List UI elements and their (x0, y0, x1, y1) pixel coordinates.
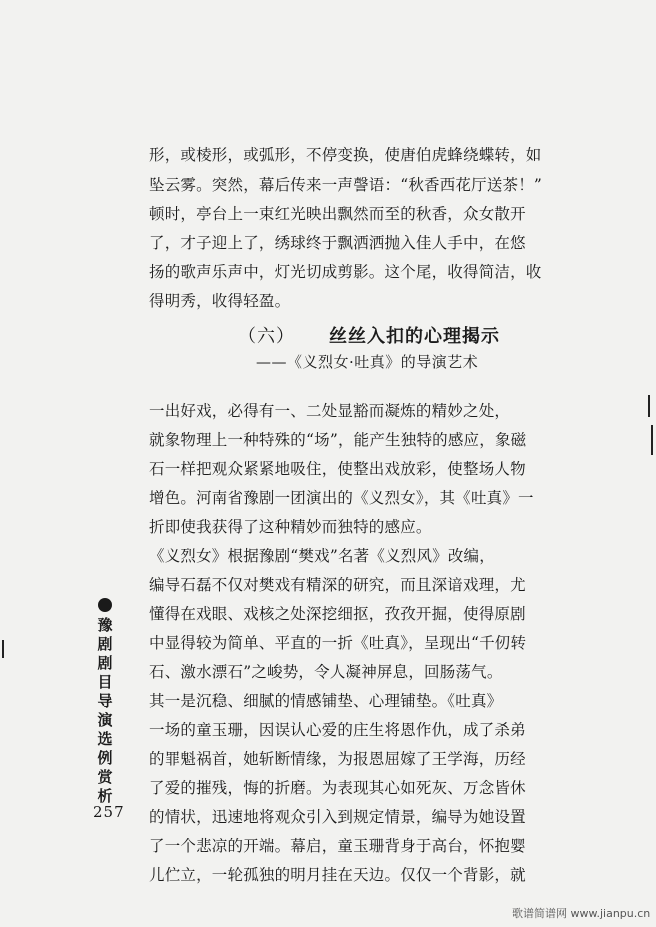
text-line: 形，或棱形，或弧形，不停变换，使唐伯虎蜂绕蝶转，如 (149, 146, 542, 164)
section-heading (238, 322, 500, 348)
page-number: 257 (93, 803, 125, 821)
text-line: 其一是沉稳、细腻的情感铺垫、心理铺垫。《吐真》 (149, 692, 503, 710)
scan-edge-mark (651, 425, 653, 455)
text-line: 了爱的摧残，悔的折磨。为表现其心如死灰、万念皆休 (149, 779, 526, 797)
text-line: 《义烈女》根据豫剧“樊戏”名著《义烈风》改编， (149, 547, 495, 565)
section-title: 丝丝入扣的心理揭示 (329, 326, 500, 347)
scan-edge-mark (2, 640, 4, 658)
bullet-dot-icon (98, 598, 112, 612)
text-line: 儿伫立，一轮孤独的明月挂在天边。仅仅一个背影，就 (149, 866, 526, 884)
text-line: 一场的童玉珊，因误认心爱的庄生将恩作仇，成了杀弟 (149, 721, 526, 739)
text-line: 中显得较为简单、平直的一折《吐真》，呈现出“千仞转 (149, 634, 527, 652)
text-line: 的罪魁祸首，她斩断情缘，为报恩屈嫁了王学海，历经 (149, 750, 526, 768)
book-side-title (92, 598, 118, 806)
text-line: 就象物理上一种特殊的“场”，能产生独特的感应，象磁 (149, 431, 527, 449)
text-line: 得明秀，收得轻盈。 (149, 292, 291, 310)
side-title-text: 豫剧剧目导演选例赏析 (97, 616, 113, 805)
text-line: 顿时，亭台上一束红光映出飘然而至的秋香，众女散开 (149, 205, 526, 223)
section-number: （六） (238, 326, 295, 347)
text-line: 的情状，迅速地将观众引入到规定情景，编导为她设置 (149, 808, 526, 826)
text-line: 折即使我获得了这种精妙而独特的感应。 (149, 518, 432, 536)
text-line: 一出好戏，必得有一、二处显豁而凝炼的精妙之处， (149, 402, 511, 420)
text-line: 石一样把观众紧紧地吸住，使整出戏放彩，使整场人物 (149, 460, 526, 478)
text-line: 了，才子迎上了，绣球终于飘洒洒抛入佳人手中，在悠 (149, 234, 526, 252)
section-subtitle: ——《义烈女·吐真》的导演艺术 (256, 353, 479, 371)
watermark: 歌谱简谱网 www.jianpu.cn (512, 907, 651, 920)
text-line: 扬的歌声乐声中，灯光切成剪影。这个尾，收得简洁，收 (149, 263, 542, 281)
text-line: 了一个悲凉的开端。幕启，童玉珊背身于高台，怀抱婴 (149, 837, 526, 855)
text-line: 坠云雾。突然，幕后传来一声謦语：“秋香西花厅送茶！” (149, 176, 543, 194)
text-line: 编导石磊不仅对樊戏有精深的研究，而且深谙戏理，尤 (149, 576, 526, 594)
text-line: 增色。河南省豫剧一团演出的《义烈女》，其《吐真》一 (149, 489, 534, 507)
scan-edge-mark (648, 395, 650, 417)
text-line: 懂得在戏眼、戏核之处深挖细抠，孜孜开掘，使得原剧 (149, 605, 526, 623)
text-line: 石、激水漂石”之峻势，令人凝神屏息，回肠荡气。 (149, 663, 503, 681)
